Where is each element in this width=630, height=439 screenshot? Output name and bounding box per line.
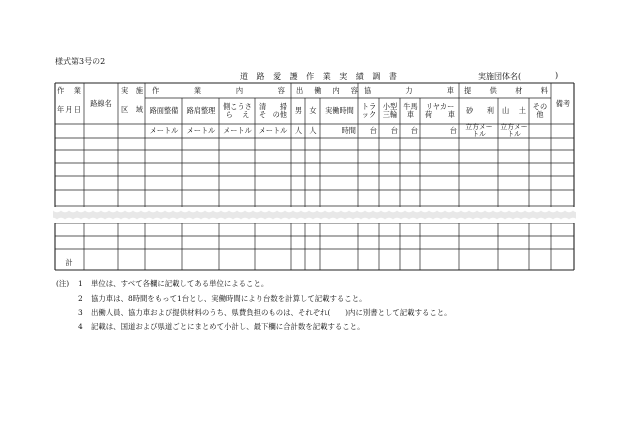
- unit-gravel: 立方メー トル: [465, 122, 493, 138]
- col-gravel: 砂 利: [466, 105, 494, 115]
- unit-ox-cart: 台: [410, 125, 418, 135]
- unit-rear-car: 台: [449, 125, 457, 135]
- col-area-top: 実 施: [121, 86, 143, 96]
- note-text: 記載は、国道および県道ごとにまとめて小計し、最下欄に合計数を記載すること。: [91, 322, 365, 331]
- col-soil: 山 土: [502, 105, 526, 115]
- col-area-bottom: 区 域: [121, 105, 143, 115]
- col-working-hours: 実働時間: [325, 105, 354, 115]
- note-text: 協力車は、8時間をもって1台とし、実働時間により台数を計算して記載すること。: [91, 294, 367, 303]
- note-text: 単位は、すべて各欄に記載してある単位によること。: [91, 279, 269, 288]
- unit-hours: 時間: [341, 125, 356, 135]
- unit-road-surface: メートル: [149, 125, 179, 135]
- col-female: 女: [309, 105, 317, 115]
- group-work-content: 作 業 内 容: [152, 86, 285, 96]
- unit-male: 人: [294, 125, 303, 135]
- unit-ditch: メートル: [223, 125, 252, 135]
- col-date-bottom: 年 月 日: [57, 105, 81, 115]
- note-number: 4: [78, 322, 83, 331]
- unit-soil: 立方メー トル: [500, 122, 528, 138]
- col-date-top: 作 業: [57, 86, 81, 96]
- col-road-surface: 路面整備: [149, 105, 179, 115]
- unit-cleaning: メートル: [258, 125, 288, 135]
- organization-name-close: ): [555, 71, 559, 80]
- unit-small-three-wheel: 台: [390, 125, 398, 135]
- unit-shoulder: メートル: [186, 125, 216, 135]
- note-number: 3: [78, 308, 83, 317]
- group-coop-vehicle: 協 力 車: [364, 86, 454, 96]
- total-row-label: 計: [65, 257, 73, 267]
- note-number: 2: [78, 294, 83, 303]
- col-remarks: 備考: [555, 98, 571, 108]
- table-break-mark: [53, 207, 576, 223]
- notes-prefix: (注): [56, 279, 70, 288]
- col-ox-cart: 牛馬 車: [403, 101, 418, 119]
- col-material-other: その 他: [532, 101, 548, 119]
- note-text: 出働人員、協力車および提供材料のうち、県費負担のものは、それぞれ( )内に別書として記載すること。: [91, 308, 452, 317]
- col-male: 男: [294, 105, 303, 115]
- col-rear-car: リヤカー 荷 車: [425, 101, 455, 119]
- col-cleaning-other: 清 掃 そ の他: [259, 101, 287, 119]
- col-small-three-wheel: 小型 三輪: [382, 101, 398, 119]
- unit-female: 人: [309, 125, 317, 135]
- organization-name-label: 実施団体名(: [478, 72, 522, 81]
- document-title: 道 路 愛 護 作 業 実 績 調 書: [240, 72, 400, 81]
- unit-truck: 台: [369, 125, 377, 135]
- form-label: 様式第3号の2: [55, 57, 106, 66]
- col-ditch: 側こうさ ら え: [223, 101, 252, 119]
- col-shoulder: 路肩整理: [186, 105, 216, 115]
- group-labor-content: 出 働 内 容: [296, 86, 358, 96]
- col-truck: トラ ック: [361, 101, 377, 119]
- note-number: 1: [78, 279, 83, 288]
- group-materials: 提 供 材 料: [464, 86, 548, 96]
- col-route-name: 路線名: [90, 98, 112, 108]
